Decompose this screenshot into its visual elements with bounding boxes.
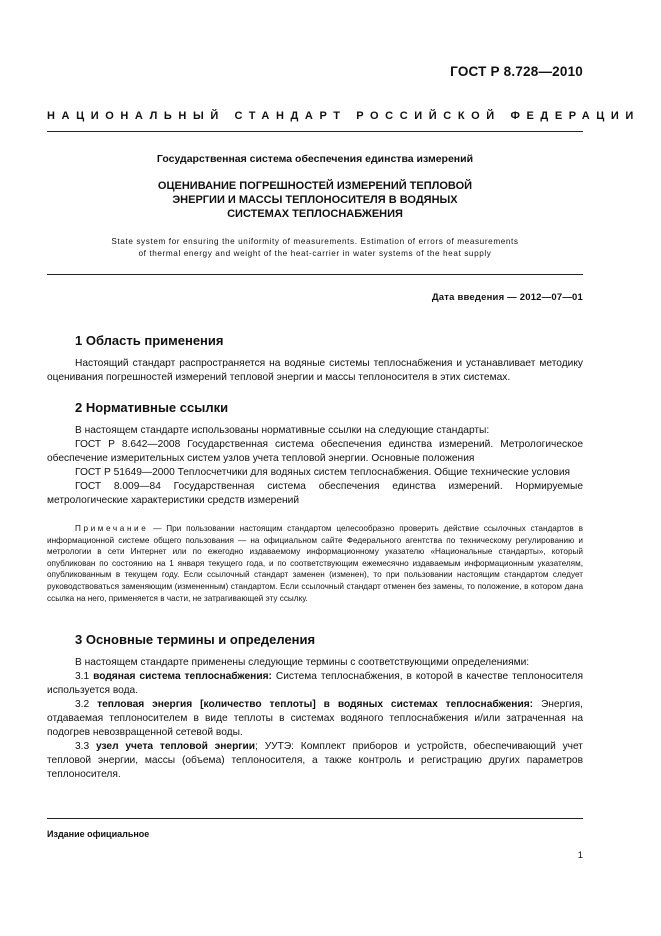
note-text: — При пользовании настоящим стандартом целесообразно проверить действие ссылочных стандартов в информационной системе общего пользования — на официальном сайте Федерального агентства по техническому регулированию и метрологии в сети Интернет или по ежегодно издаваемому информационному указателю «Национальные стандарты», который опубликован по состоянию на 1 января текущего года, и по соответствующим ежемесячно издаваемым информационным указателям, опубликованным в текущем году. Если ссылочный стандарт заменен (изменен), то при пользовании настоящим стандартом следует руководствоваться заменяющим (измененным) стандартом. Если ссылочный стандарт отменен без замены, то положение, в котором дана ссылка на него, применяется в части, не затрагивающей эту ссылку. <box>47 524 583 603</box>
term-definition: Система теплоснабжения, в которой в качестве теплоносителя используется вода. <box>47 671 583 696</box>
section-scope-body <box>47 357 583 385</box>
english-title-line: State system for ensuring the uniformity of measurements. Estimation of errors of measurements <box>111 237 519 246</box>
footer-divider <box>47 818 583 819</box>
term-number: 3.2 <box>75 699 90 710</box>
edition-label: Издание официальное <box>47 829 150 839</box>
national-standard-banner: НАЦИОНАЛЬНЫЙ СТАНДАРТ РОССИЙСКОЙ ФЕДЕРАЦИИ <box>47 110 640 122</box>
page-number: 1 <box>577 850 583 861</box>
term-entry <box>47 670 583 698</box>
term-name: узел учета тепловой энергии <box>95 741 256 752</box>
document-number: ГОСТ Р 8.728—2010 <box>450 64 583 79</box>
top-divider <box>47 131 583 132</box>
section-heading-terms: 3 Основные термины и определения <box>75 632 316 647</box>
term-number: 3.1 <box>75 671 90 682</box>
term-name: водяная система теплоснабжения: <box>93 671 272 682</box>
references-note <box>47 523 583 604</box>
title-divider <box>47 274 583 275</box>
english-title <box>47 236 583 259</box>
section-heading-scope: 1 Область применения <box>75 333 224 348</box>
paragraph: Настоящий стандарт распространяется на водяные системы теплоснабжения и устанавливает методику оценивания погрешностей измерений тепловой энергии и массы теплоносителя в этих системах. <box>47 358 583 383</box>
term-name: тепловая энергия [количество теплоты] в водяных системах теплоснабжения: <box>97 699 534 710</box>
reference-item: ГОСТ Р 51649—2000 Теплосчетчики для водяных систем теплоснабжения. Общие технические условия <box>75 467 571 478</box>
document-title <box>47 179 583 221</box>
section-terms-body <box>47 656 583 782</box>
term-definition: Энергия, отдаваемая теплоносителем в виде теплоты в системах водяного теплоснабжения и/или затраченная на подогрев невозвращенной сетевой воды. <box>47 699 583 738</box>
english-title-line: of thermal energy and weight of the heat-carrier in water systems of the heat supply <box>138 248 492 258</box>
note-label: Примечание <box>75 524 149 533</box>
title-line: СИСТЕМАХ ТЕПЛОСНАБЖЕНИЯ <box>227 208 403 220</box>
system-name: Государственная система обеспечения единства измерений <box>156 153 474 165</box>
paragraph: В настоящем стандарте использованы нормативные ссылки на следующие стандарты: <box>75 425 490 436</box>
effective-date: Дата введения — 2012—07—01 <box>431 292 583 303</box>
section-heading-references: 2 Нормативные ссылки <box>75 400 229 415</box>
term-number: 3.3 <box>75 741 90 752</box>
paragraph: В настоящем стандарте применены следующие термины с соответствующими определениями: <box>75 657 530 668</box>
reference-item: ГОСТ Р 8.642—2008 Государственная система обеспечения единства измерений. Метрологическое обеспечение измерительных систем узлов учета тепловой энергии. Основные положения <box>47 439 583 464</box>
title-line: ЭНЕРГИИ И МАССЫ ТЕПЛОНОСИТЕЛЯ В ВОДЯНЫХ <box>172 194 458 206</box>
section-references-body <box>47 424 583 508</box>
term-definition: ; УУТЭ: Комплект приборов и устройств, обеспечивающий учет тепловой энергии, массы (объема) теплоносителя, а также контроль и регистрацию других параметров теплоносителя. <box>47 741 583 780</box>
term-entry <box>47 698 583 740</box>
term-entry <box>47 740 583 782</box>
reference-item: ГОСТ 8.009—84 Государственная система обеспечения единства измерений. Нормируемые метрологические характеристики средств измерений <box>47 481 583 506</box>
title-line: ОЦЕНИВАНИЕ ПОГРЕШНОСТЕЙ ИЗМЕРЕНИЙ ТЕПЛОВОЙ <box>157 180 473 192</box>
